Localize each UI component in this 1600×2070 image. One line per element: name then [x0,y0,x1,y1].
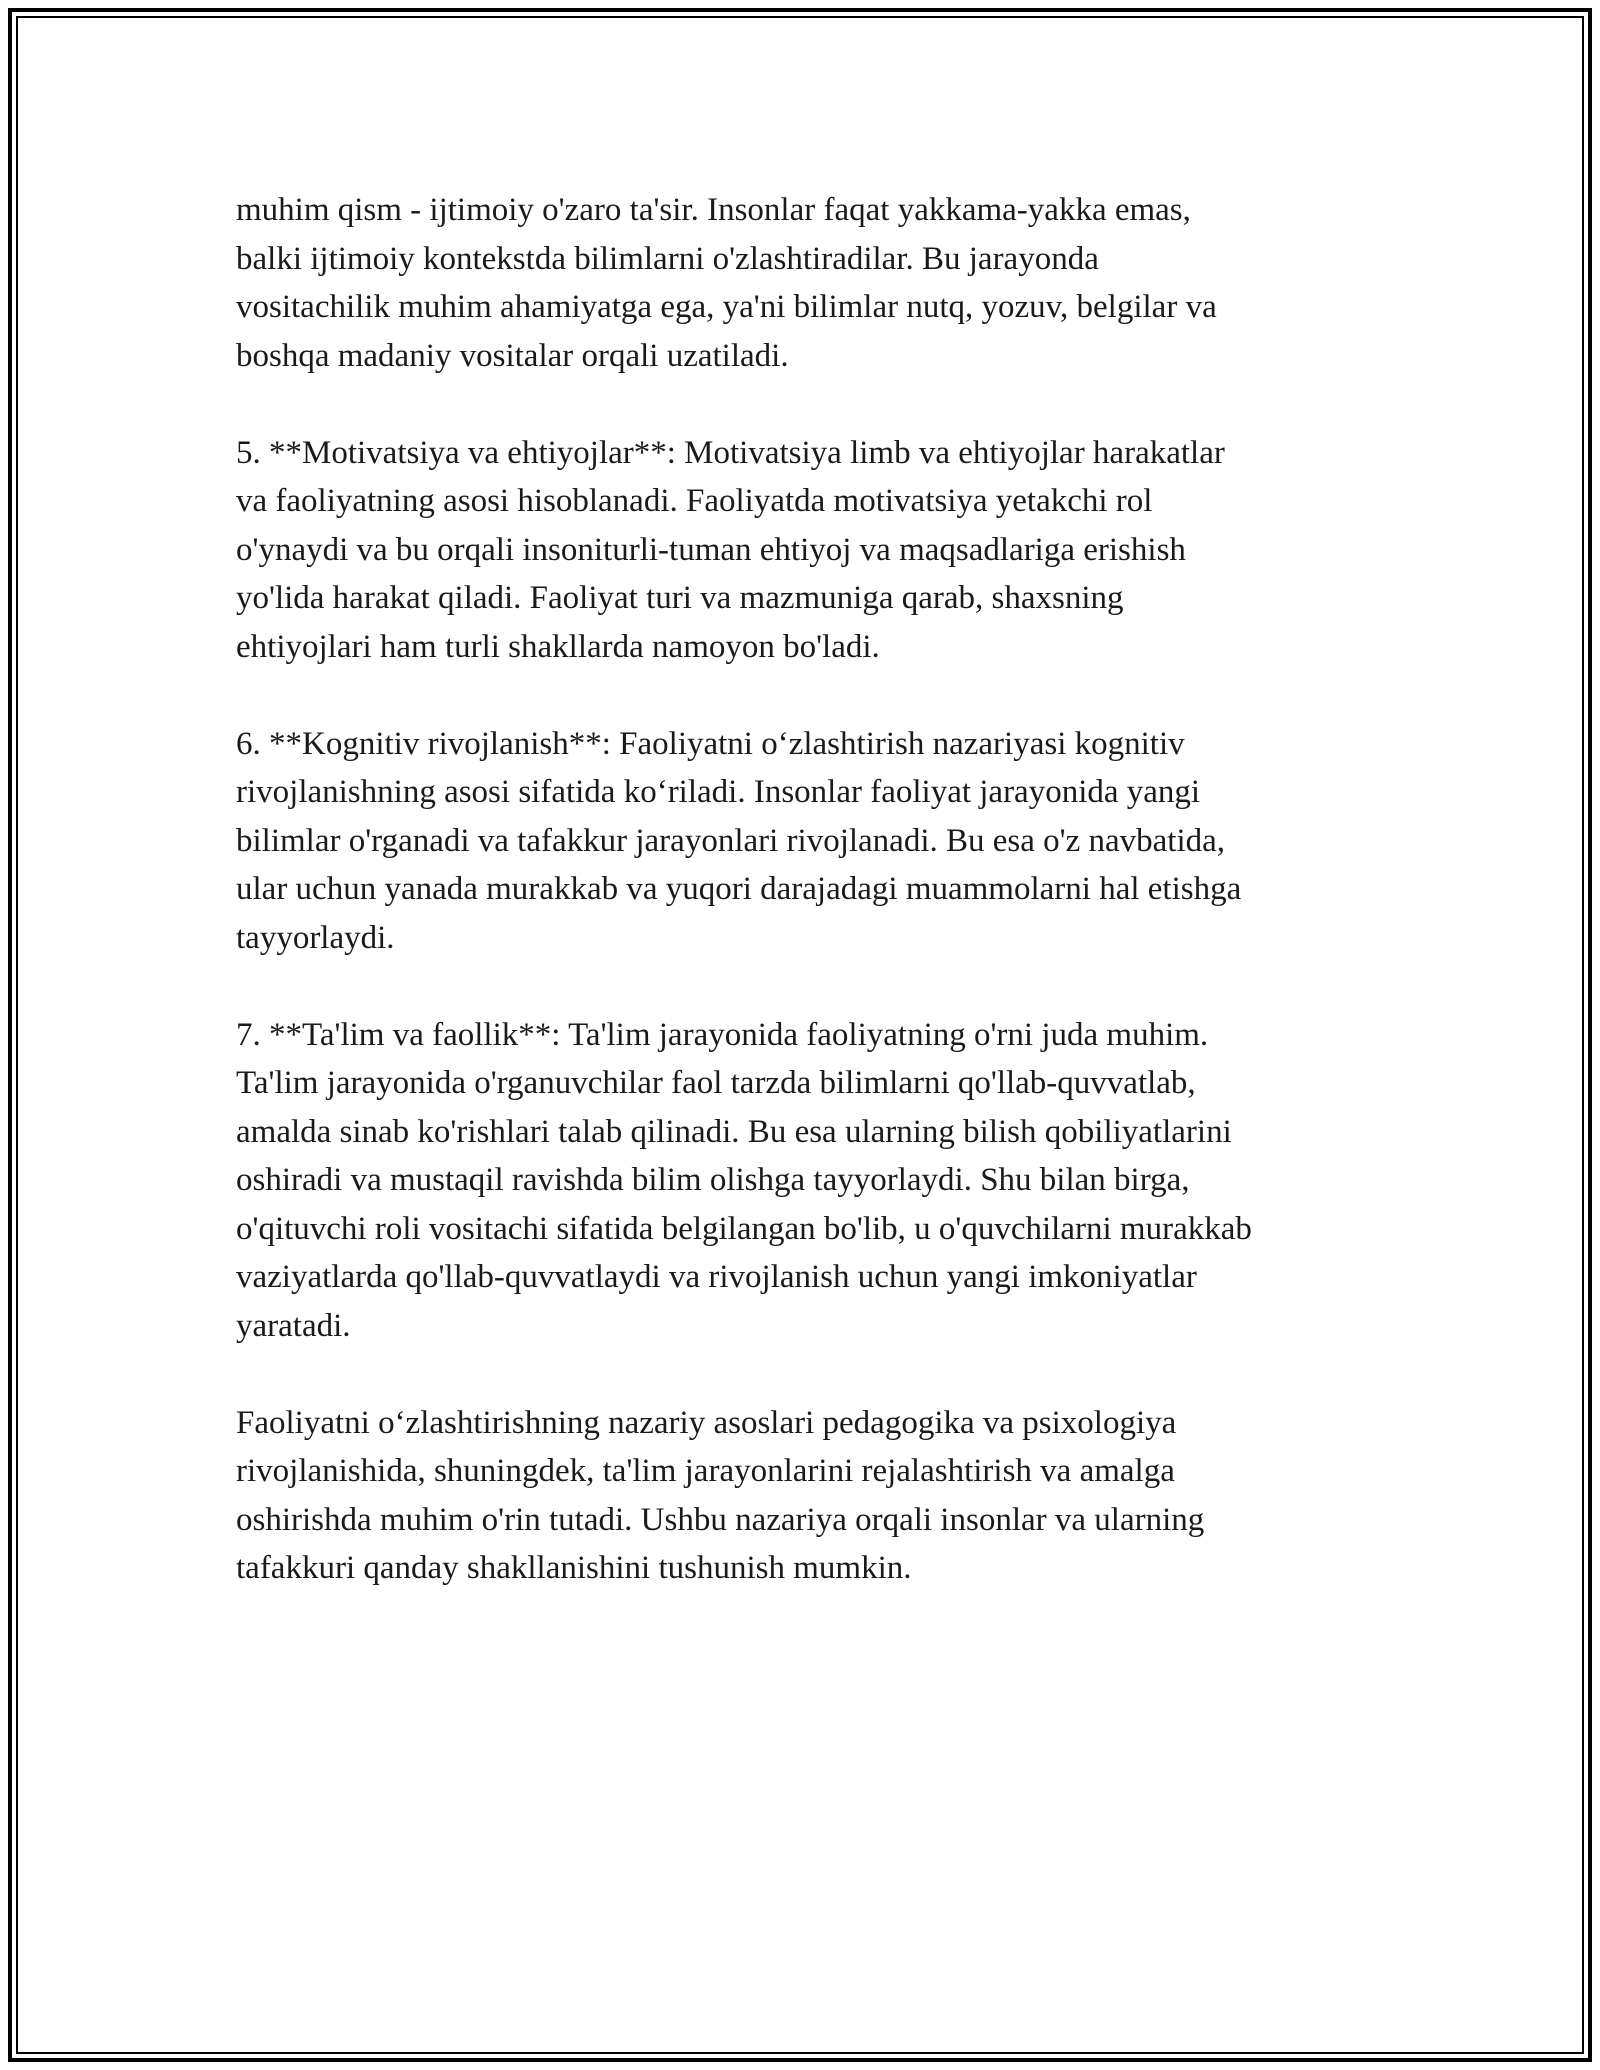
text-line: tayyorlaydi. [236,919,395,956]
paragraph-intro-continuation [236,186,1376,380]
text-line: yo'lida harakat qiladi. Faoliyat turi va mazmuniga qarab, shaxsning [236,580,1124,616]
text-line: o'ynaydi va bu orqali insoniturli-tuman ehtiyoj va maqsadlariga erishish [236,531,1186,568]
text-line: vositachilik muhim ahamiyatga ega, ya'ni bilimlar nutq, yozuv, belgilar va [236,289,1217,325]
text-line: oshirishda muhim o'rin tutadi. Ushbu nazariya orqali insonlar va ularning [236,1501,1205,1538]
text-line: 7. **Ta'lim va faollik**: Ta'lim jarayonida faoliyatning o'rni juda muhim. [236,1016,1209,1053]
text-line: amalda sinab ko'rishlari talab qilinadi. Bu esa ularning bilish qobiliyatlarini [236,1113,1232,1150]
text-line: rivojlanishida, shuningdek, ta'lim jarayonlarini rejalashtirish va amalga [236,1453,1175,1489]
text-line: oshiradi va mustaqil ravishda bilim olishga tayyorlaydi. Shu bilan birga, [236,1162,1190,1198]
text-line: Ta'lim jarayonida o'rganuvchilar faol tarzda bilimlarni qo'llab-quvvatlab, [236,1065,1196,1101]
paragraph-conclusion [236,1399,1376,1593]
text-line: balki ijtimoiy kontekstda bilimlarni o'zlashtiradilar. Bu jarayonda [236,240,1099,277]
text-line: vaziyatlarda qo'llab-quvvatlaydi va rivojlanish uchun yangi imkoniyatlar [236,1259,1197,1295]
text-line: Faoliyatni o‘zlashtirishning nazariy asoslari pedagogika va psixologiya [236,1404,1177,1441]
text-line: 5. **Motivatsiya va ehtiyojlar**: Motivatsiya limb va ehtiyojlar harakatlar [236,434,1225,471]
text-line: yaratadi. [236,1307,351,1344]
text-line: ehtiyojlari ham turli shakllarda namoyon bo'ladi. [236,628,880,665]
text-line: bilimlar o'rganadi va tafakkur jarayonlari rivojlanadi. Bu esa o'z navbatida, [236,822,1226,859]
paragraph-item-5-motivation [236,429,1376,672]
text-line: va faoliyatning asosi hisoblanadi. Faoliyatda motivatsiya yetakchi rol [236,483,1153,519]
text-line: o'qituvchi roli vositachi sifatida belgilangan bo'lib, u o'quvchilarni murakkab [236,1210,1252,1247]
text-line: 6. **Kognitiv rivojlanish**: Faoliyatni o‘zlashtirish nazariyasi kognitiv [236,725,1185,762]
text-line: tafakkuri qanday shakllanishini tushunish mumkin. [236,1550,912,1586]
document-body [236,186,1376,1641]
text-line: boshqa madaniy vositalar orqali uzatiladi. [236,337,789,374]
paragraph-item-7-education [236,1011,1376,1351]
text-line: muhim qism - ijtimoiy o'zaro ta'sir. Insonlar faqat yakkama-yakka emas, [236,192,1191,228]
text-line: ular uchun yanada murakkab va yuqori darajadagi muammolarni hal etishga [236,871,1242,907]
text-line: rivojlanishning asosi sifatida ko‘riladi. Insonlar faoliyat jarayonida yangi [236,774,1201,810]
paragraph-item-6-cognitive [236,720,1376,963]
